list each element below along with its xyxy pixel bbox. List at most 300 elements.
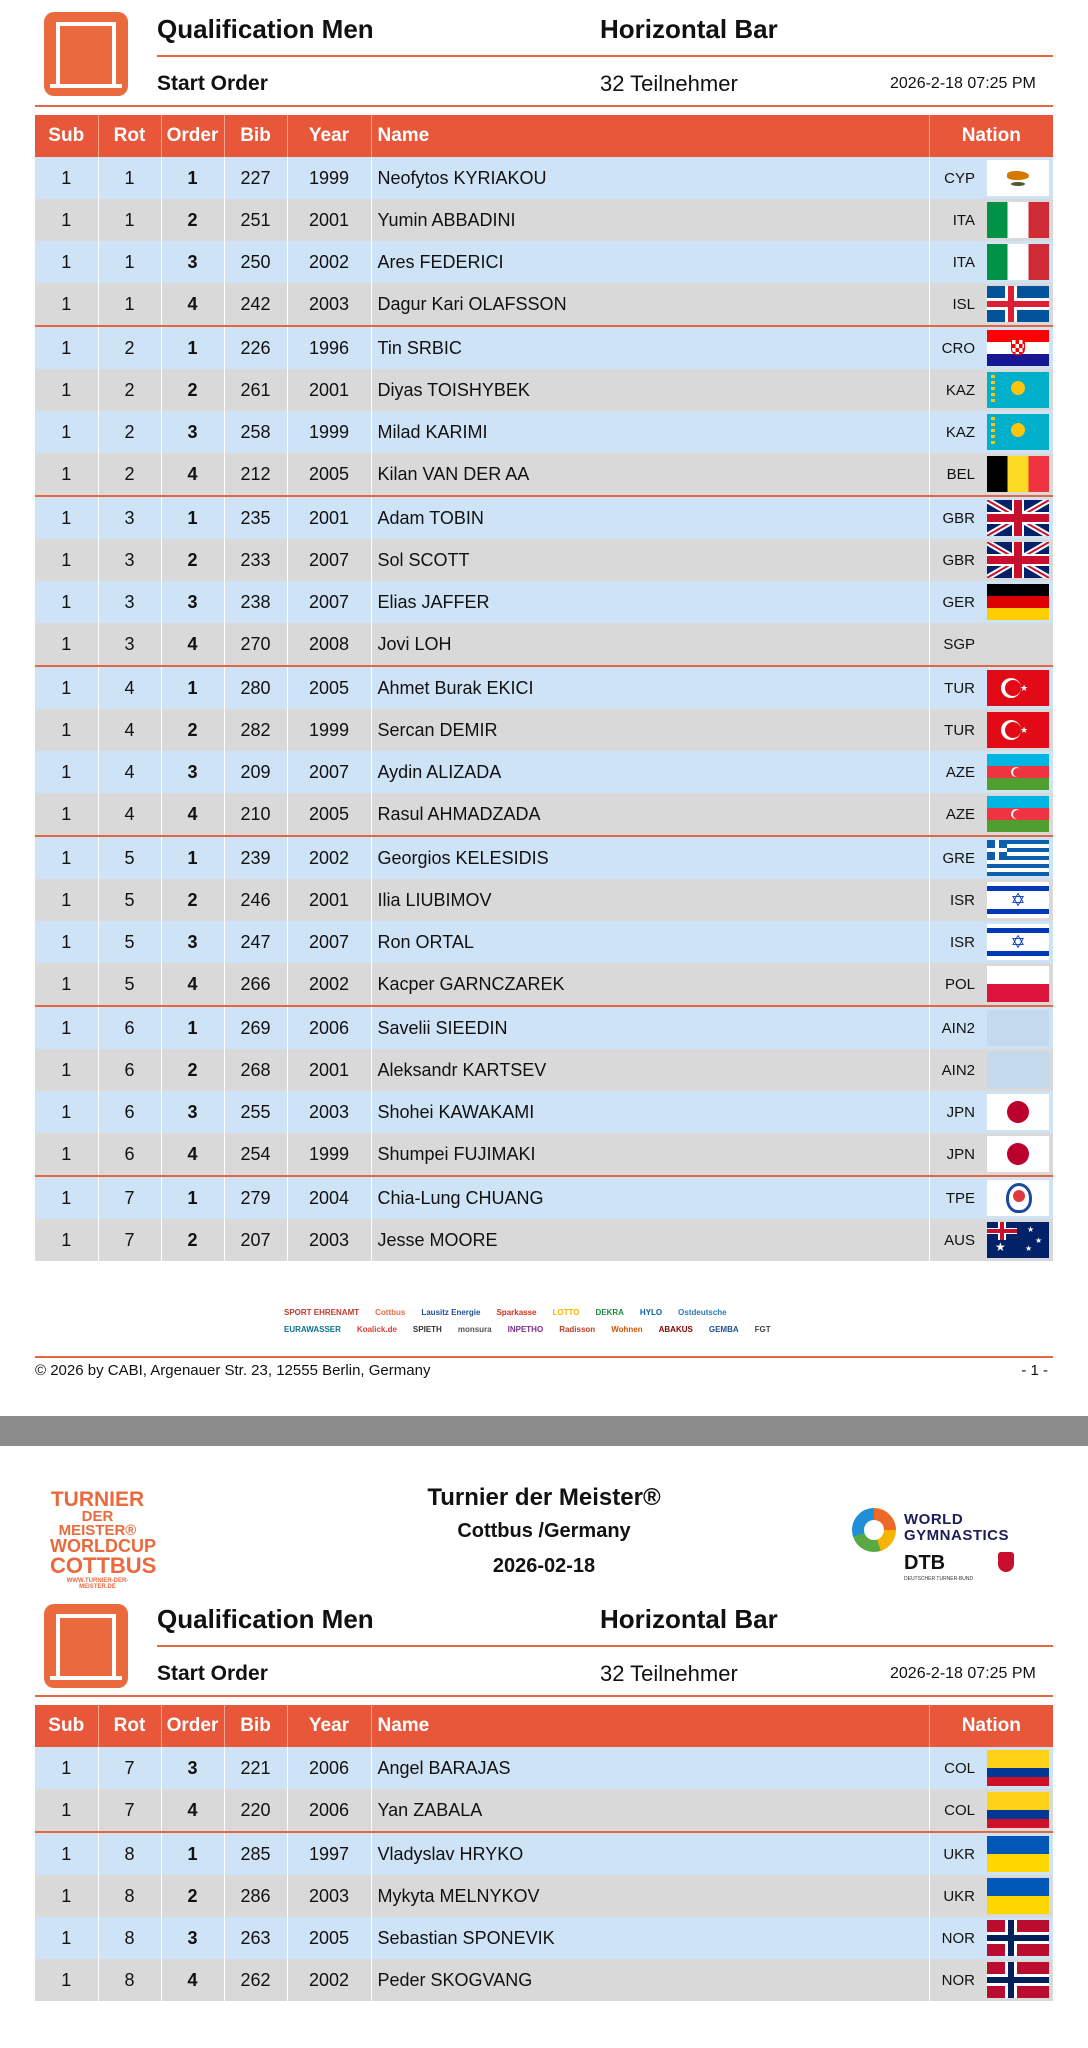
cell-order: 3 xyxy=(161,921,224,963)
cell-sub: 1 xyxy=(35,369,98,411)
footer-page-number: - 1 - xyxy=(1021,1362,1048,1379)
flag-cell xyxy=(983,581,1053,623)
flag-ain-icon xyxy=(987,1010,1049,1046)
cell-name: Kilan VAN DER AA xyxy=(371,453,929,496)
cell-name: Sol SCOTT xyxy=(371,539,929,581)
table-row xyxy=(35,241,1053,283)
cell-name: Jovi LOH xyxy=(371,623,929,666)
cell-nation: NOR xyxy=(929,1917,983,1959)
sponsor-logo: EURAWASSER xyxy=(284,1325,341,1334)
cell-order: 2 xyxy=(161,199,224,241)
table-row xyxy=(35,1219,1053,1261)
cell-nation: COL xyxy=(929,1747,983,1789)
print-datetime: 2026-2-18 07:25 PM xyxy=(890,1665,1036,1682)
cell-name: Jesse MOORE xyxy=(371,1219,929,1261)
col-header-order: Order xyxy=(161,115,224,157)
page-separator xyxy=(0,1416,1088,1446)
flag-ita-icon xyxy=(987,244,1049,280)
event-title: Qualification Men xyxy=(157,14,374,44)
cell-year: 2006 xyxy=(287,1747,371,1789)
cell-rot: 1 xyxy=(98,199,161,241)
flag-cell xyxy=(983,921,1053,963)
col-header-sub: Sub xyxy=(35,1705,98,1747)
event-title: Qualification Men xyxy=(157,1604,374,1634)
flag-cell xyxy=(983,1049,1053,1091)
flag-cell xyxy=(983,1747,1053,1789)
cell-sub: 1 xyxy=(35,879,98,921)
cell-year: 2003 xyxy=(287,1219,371,1261)
cell-nation: JPN xyxy=(929,1091,983,1133)
header-divider xyxy=(157,55,1053,57)
cell-rot: 3 xyxy=(98,496,161,539)
horizontal-bar-logo-icon xyxy=(44,12,128,96)
cell-sub: 1 xyxy=(35,1917,98,1959)
cell-bib: 251 xyxy=(224,199,287,241)
table-row xyxy=(35,1049,1053,1091)
table-row xyxy=(35,963,1053,1006)
cell-nation: ISL xyxy=(929,283,983,326)
cell-year: 1999 xyxy=(287,709,371,751)
cell-nation: COL xyxy=(929,1789,983,1832)
cell-year: 1997 xyxy=(287,1832,371,1875)
cell-rot: 4 xyxy=(98,793,161,836)
cell-sub: 1 xyxy=(35,709,98,751)
cell-year: 2001 xyxy=(287,879,371,921)
cell-bib: 246 xyxy=(224,879,287,921)
cell-name: Tin SRBIC xyxy=(371,326,929,369)
cell-sub: 1 xyxy=(35,963,98,1006)
cell-name: Ahmet Burak EKICI xyxy=(371,666,929,709)
flag-cell xyxy=(983,1959,1053,2001)
cell-bib: 282 xyxy=(224,709,287,751)
cell-bib: 209 xyxy=(224,751,287,793)
start-order-label: Start Order xyxy=(157,72,268,95)
flag-cell xyxy=(983,369,1053,411)
cell-name: Ares FEDERICI xyxy=(371,241,929,283)
cell-rot: 6 xyxy=(98,1006,161,1049)
flag-col-icon xyxy=(987,1750,1049,1786)
cell-nation: POL xyxy=(929,963,983,1006)
cell-bib: 227 xyxy=(224,157,287,199)
cell-bib: 270 xyxy=(224,623,287,666)
cell-sub: 1 xyxy=(35,199,98,241)
flag-cell xyxy=(983,666,1053,709)
table-row xyxy=(35,326,1053,369)
cell-sub: 1 xyxy=(35,496,98,539)
cell-name: Milad KARIMI xyxy=(371,411,929,453)
world-gymnastics-dtb-logo: WORLD GYMNASTICS DTB DEUTSCHER TURNER-BUND xyxy=(850,1506,1020,1586)
flag-pol-icon xyxy=(987,966,1049,1002)
apparatus-title: Horizontal Bar xyxy=(600,14,778,44)
cell-name: Ron ORTAL xyxy=(371,921,929,963)
cell-name: Ilia LIUBIMOV xyxy=(371,879,929,921)
sponsor-logo: Radisson xyxy=(559,1325,596,1334)
cell-order: 3 xyxy=(161,1747,224,1789)
cell-rot: 7 xyxy=(98,1789,161,1832)
cell-bib: 258 xyxy=(224,411,287,453)
start-order-label: Start Order xyxy=(157,1662,268,1685)
col-header-name: Name xyxy=(371,115,929,157)
cell-nation: ITA xyxy=(929,199,983,241)
flag-cell xyxy=(983,1789,1053,1832)
cell-year: 2005 xyxy=(287,453,371,496)
cell-rot: 4 xyxy=(98,666,161,709)
header-divider xyxy=(35,105,1053,107)
dtb-eagle-icon xyxy=(998,1552,1014,1572)
cell-rot: 5 xyxy=(98,879,161,921)
table-row xyxy=(35,199,1053,241)
table-row xyxy=(35,751,1053,793)
cell-bib: 247 xyxy=(224,921,287,963)
flag-ain-icon xyxy=(987,1052,1049,1088)
sponsor-logo: SPIETH xyxy=(412,1325,442,1334)
cell-sub: 1 xyxy=(35,411,98,453)
cell-nation: GBR xyxy=(929,496,983,539)
flag-ukr-icon xyxy=(987,1878,1049,1914)
cell-nation: AZE xyxy=(929,793,983,836)
col-header-sub: Sub xyxy=(35,115,98,157)
cell-name: Mykyta MELNYKOV xyxy=(371,1875,929,1917)
table-row xyxy=(35,921,1053,963)
cell-name: Neofytos KYRIAKOU xyxy=(371,157,929,199)
cell-name: Georgios KELESIDIS xyxy=(371,836,929,879)
print-datetime: 2026-2-18 07:25 PM xyxy=(890,75,1036,92)
cell-bib: 280 xyxy=(224,666,287,709)
cell-year: 2001 xyxy=(287,1049,371,1091)
cell-bib: 286 xyxy=(224,1875,287,1917)
col-header-order: Order xyxy=(161,1705,224,1747)
flag-isr-icon: ✡ xyxy=(987,882,1049,918)
flag-cell xyxy=(983,751,1053,793)
cell-name: Savelii SIEEDIN xyxy=(371,1006,929,1049)
flag-aze-icon xyxy=(987,754,1049,790)
start-order-table xyxy=(35,1705,1053,2001)
cell-year: 1999 xyxy=(287,157,371,199)
cell-rot: 6 xyxy=(98,1049,161,1091)
cell-bib: 263 xyxy=(224,1917,287,1959)
flag-cell xyxy=(983,1176,1053,1219)
cell-bib: 255 xyxy=(224,1091,287,1133)
cell-year: 2003 xyxy=(287,1875,371,1917)
sponsor-logo: DEKRA xyxy=(595,1308,624,1317)
flag-cyp-icon xyxy=(987,160,1049,196)
col-header-nation: Nation xyxy=(929,1705,1053,1747)
col-header-rot: Rot xyxy=(98,1705,161,1747)
table-row xyxy=(35,369,1053,411)
flag-cell xyxy=(983,709,1053,751)
cell-year: 2002 xyxy=(287,963,371,1006)
cell-nation: GBR xyxy=(929,539,983,581)
table-row xyxy=(35,581,1053,623)
cell-bib: 233 xyxy=(224,539,287,581)
cell-name: Peder SKOGVANG xyxy=(371,1959,929,2001)
table-row xyxy=(35,1747,1053,1789)
table-row xyxy=(35,793,1053,836)
cell-name: Kacper GARNCZAREK xyxy=(371,963,929,1006)
cell-rot: 3 xyxy=(98,623,161,666)
flag-jpn-icon xyxy=(987,1094,1049,1130)
meet-date: 2026-02-18 xyxy=(492,1555,596,1577)
cell-bib: 242 xyxy=(224,283,287,326)
cell-year: 2005 xyxy=(287,666,371,709)
meet-location: Cottbus /Germany xyxy=(457,1520,631,1542)
cell-sub: 1 xyxy=(35,1832,98,1875)
cell-sub: 1 xyxy=(35,793,98,836)
cell-name: Yan ZABALA xyxy=(371,1789,929,1832)
flag-gre-icon xyxy=(987,840,1049,876)
flag-nor-icon xyxy=(987,1962,1049,1998)
sponsor-logo: INPETHO xyxy=(507,1325,544,1334)
cell-bib: 226 xyxy=(224,326,287,369)
footer-divider xyxy=(35,1356,1053,1358)
cell-sub: 1 xyxy=(35,1747,98,1789)
cell-bib: 207 xyxy=(224,1219,287,1261)
flag-gbr-icon xyxy=(987,542,1049,578)
cell-sub: 1 xyxy=(35,751,98,793)
cell-sub: 1 xyxy=(35,1049,98,1091)
cell-order: 4 xyxy=(161,1789,224,1832)
cell-order: 4 xyxy=(161,793,224,836)
cell-order: 1 xyxy=(161,1006,224,1049)
flag-cell xyxy=(983,1832,1053,1875)
cell-nation: KAZ xyxy=(929,369,983,411)
cell-year: 2006 xyxy=(287,1789,371,1832)
cell-nation: SGP xyxy=(929,623,983,666)
table-header-row xyxy=(35,1705,1053,1747)
cell-year: 2005 xyxy=(287,1917,371,1959)
flag-cell xyxy=(983,1875,1053,1917)
flag-cell xyxy=(983,1917,1053,1959)
flag-ukr-icon xyxy=(987,1836,1049,1872)
cell-nation: KAZ xyxy=(929,411,983,453)
cell-bib: 254 xyxy=(224,1133,287,1176)
cell-bib: 238 xyxy=(224,581,287,623)
col-header-rot: Rot xyxy=(98,115,161,157)
cell-order: 2 xyxy=(161,369,224,411)
flag-cell xyxy=(983,1133,1053,1176)
meet-name: Turnier der Meister® xyxy=(427,1484,661,1511)
flag-cro-icon xyxy=(987,330,1049,366)
cell-name: Aleksandr KARTSEV xyxy=(371,1049,929,1091)
cell-sub: 1 xyxy=(35,623,98,666)
cell-rot: 1 xyxy=(98,283,161,326)
flag-cell xyxy=(983,199,1053,241)
cell-nation: ISR xyxy=(929,921,983,963)
cell-name: Chia-Lung CHUANG xyxy=(371,1176,929,1219)
cell-sub: 1 xyxy=(35,1006,98,1049)
cell-rot: 2 xyxy=(98,453,161,496)
cell-bib: 261 xyxy=(224,369,287,411)
flag-cell xyxy=(983,793,1053,836)
table-row xyxy=(35,539,1053,581)
table-row xyxy=(35,1789,1053,1832)
flag-ita-icon xyxy=(987,202,1049,238)
cell-name: Shohei KAWAKAMI xyxy=(371,1091,929,1133)
sponsor-logo: monsura xyxy=(457,1325,492,1334)
flag-cell xyxy=(983,1091,1053,1133)
table-row xyxy=(35,1959,1053,2001)
flag-ger-icon xyxy=(987,584,1049,620)
col-header-bib: Bib xyxy=(224,115,287,157)
cell-sub: 1 xyxy=(35,1176,98,1219)
cell-order: 2 xyxy=(161,1875,224,1917)
cell-sub: 1 xyxy=(35,1133,98,1176)
cell-rot: 5 xyxy=(98,921,161,963)
flag-cell xyxy=(983,539,1053,581)
table-row xyxy=(35,879,1053,921)
flag-cell xyxy=(983,496,1053,539)
cell-name: Shumpei FUJIMAKI xyxy=(371,1133,929,1176)
flag-none-icon xyxy=(987,626,1049,662)
flag-isr-icon: ✡ xyxy=(987,924,1049,960)
cell-order: 1 xyxy=(161,1832,224,1875)
table-row xyxy=(35,623,1053,666)
cell-year: 2007 xyxy=(287,539,371,581)
cell-nation: AUS xyxy=(929,1219,983,1261)
cell-year: 2001 xyxy=(287,369,371,411)
cell-order: 1 xyxy=(161,496,224,539)
cell-year: 2008 xyxy=(287,623,371,666)
cell-rot: 8 xyxy=(98,1875,161,1917)
cell-order: 4 xyxy=(161,963,224,1006)
sponsor-logo: LOTTO xyxy=(552,1308,580,1317)
cell-sub: 1 xyxy=(35,1091,98,1133)
cell-sub: 1 xyxy=(35,241,98,283)
table-row xyxy=(35,1006,1053,1049)
cell-nation: ITA xyxy=(929,241,983,283)
start-order-table xyxy=(35,115,1053,1261)
cell-bib: 269 xyxy=(224,1006,287,1049)
cell-sub: 1 xyxy=(35,539,98,581)
flag-nor-icon xyxy=(987,1920,1049,1956)
flag-cell xyxy=(983,157,1053,199)
cell-rot: 2 xyxy=(98,411,161,453)
cell-bib: 220 xyxy=(224,1789,287,1832)
cell-year: 2007 xyxy=(287,751,371,793)
horizontal-bar-logo-icon xyxy=(44,1604,128,1688)
cell-nation: TUR xyxy=(929,709,983,751)
table-row xyxy=(35,666,1053,709)
cell-nation: TPE xyxy=(929,1176,983,1219)
flag-aus-icon: ★ ★ ★ ★ xyxy=(987,1222,1049,1258)
cell-year: 2003 xyxy=(287,1091,371,1133)
flag-tur-icon: ★ xyxy=(987,712,1049,748)
cell-year: 1999 xyxy=(287,1133,371,1176)
cell-year: 2005 xyxy=(287,793,371,836)
cell-sub: 1 xyxy=(35,283,98,326)
cell-year: 2007 xyxy=(287,921,371,963)
flag-isl-icon xyxy=(987,286,1049,322)
cell-year: 1996 xyxy=(287,326,371,369)
col-header-bib: Bib xyxy=(224,1705,287,1747)
flag-cell xyxy=(983,453,1053,496)
cell-name: Dagur Kari OLAFSSON xyxy=(371,283,929,326)
header-divider xyxy=(157,1645,1053,1647)
cell-year: 1999 xyxy=(287,411,371,453)
cell-year: 2001 xyxy=(287,199,371,241)
flag-kaz-icon xyxy=(987,372,1049,408)
cell-rot: 3 xyxy=(98,539,161,581)
col-header-name: Name xyxy=(371,1705,929,1747)
cell-bib: 279 xyxy=(224,1176,287,1219)
flag-cell xyxy=(983,1219,1053,1261)
cell-order: 1 xyxy=(161,666,224,709)
table-row xyxy=(35,411,1053,453)
flag-cell xyxy=(983,326,1053,369)
cell-name: Yumin ABBADINI xyxy=(371,199,929,241)
sponsor-logo: Sparkasse xyxy=(496,1308,537,1317)
sponsor-logo: Wohnen xyxy=(611,1325,643,1334)
cell-order: 1 xyxy=(161,326,224,369)
cell-year: 2004 xyxy=(287,1176,371,1219)
col-header-year: Year xyxy=(287,1705,371,1747)
cell-rot: 5 xyxy=(98,963,161,1006)
cell-year: 2002 xyxy=(287,241,371,283)
cell-nation: BEL xyxy=(929,453,983,496)
participant-count: 32 Teilnehmer xyxy=(600,71,738,96)
cell-bib: 285 xyxy=(224,1832,287,1875)
flag-cell xyxy=(983,963,1053,1006)
cell-nation: GRE xyxy=(929,836,983,879)
table-row xyxy=(35,283,1053,326)
cell-bib: 212 xyxy=(224,453,287,496)
world-gymnastics-icon xyxy=(852,1508,896,1552)
sponsor-logo: ABAKUS xyxy=(658,1325,693,1334)
flag-jpn-icon xyxy=(987,1136,1049,1172)
cell-rot: 8 xyxy=(98,1917,161,1959)
cell-order: 1 xyxy=(161,1176,224,1219)
header-divider xyxy=(35,1695,1053,1697)
cell-sub: 1 xyxy=(35,157,98,199)
cell-rot: 7 xyxy=(98,1219,161,1261)
cell-year: 2007 xyxy=(287,581,371,623)
cell-order: 2 xyxy=(161,1049,224,1091)
cell-nation: ISR xyxy=(929,879,983,921)
table-row xyxy=(35,1176,1053,1219)
sponsor-logo: HYLO xyxy=(639,1308,663,1317)
flag-aze-icon xyxy=(987,796,1049,832)
turnier-der-meister-logo: TURNIER DER MEISTER® WORLDCUP COTTBUS WWW.TURNIER-DER-MEISTER.DE xyxy=(50,1488,157,1591)
cell-name: Rasul AHMADZADA xyxy=(371,793,929,836)
cell-sub: 1 xyxy=(35,581,98,623)
cell-nation: NOR xyxy=(929,1959,983,2001)
table-row xyxy=(35,496,1053,539)
flag-tur-icon: ★ xyxy=(987,670,1049,706)
cell-order: 3 xyxy=(161,581,224,623)
col-header-nation: Nation xyxy=(929,115,1053,157)
cell-rot: 1 xyxy=(98,241,161,283)
flag-kaz-icon xyxy=(987,414,1049,450)
table-row xyxy=(35,1917,1053,1959)
cell-bib: 210 xyxy=(224,793,287,836)
cell-sub: 1 xyxy=(35,1959,98,2001)
cell-nation: CRO xyxy=(929,326,983,369)
flag-cell xyxy=(983,879,1053,921)
cell-rot: 8 xyxy=(98,1832,161,1875)
cell-name: Vladyslav HRYKO xyxy=(371,1832,929,1875)
sponsor-logo: Lausitz Energie xyxy=(421,1308,481,1317)
cell-order: 3 xyxy=(161,1917,224,1959)
cell-name: Sebastian SPONEVIK xyxy=(371,1917,929,1959)
flag-col-icon xyxy=(987,1792,1049,1828)
cell-nation: AIN2 xyxy=(929,1006,983,1049)
cell-bib: 239 xyxy=(224,836,287,879)
flag-cell xyxy=(983,1006,1053,1049)
cell-year: 2002 xyxy=(287,1959,371,2001)
cell-order: 2 xyxy=(161,539,224,581)
participant-count: 32 Teilnehmer xyxy=(600,1661,738,1686)
cell-order: 4 xyxy=(161,283,224,326)
